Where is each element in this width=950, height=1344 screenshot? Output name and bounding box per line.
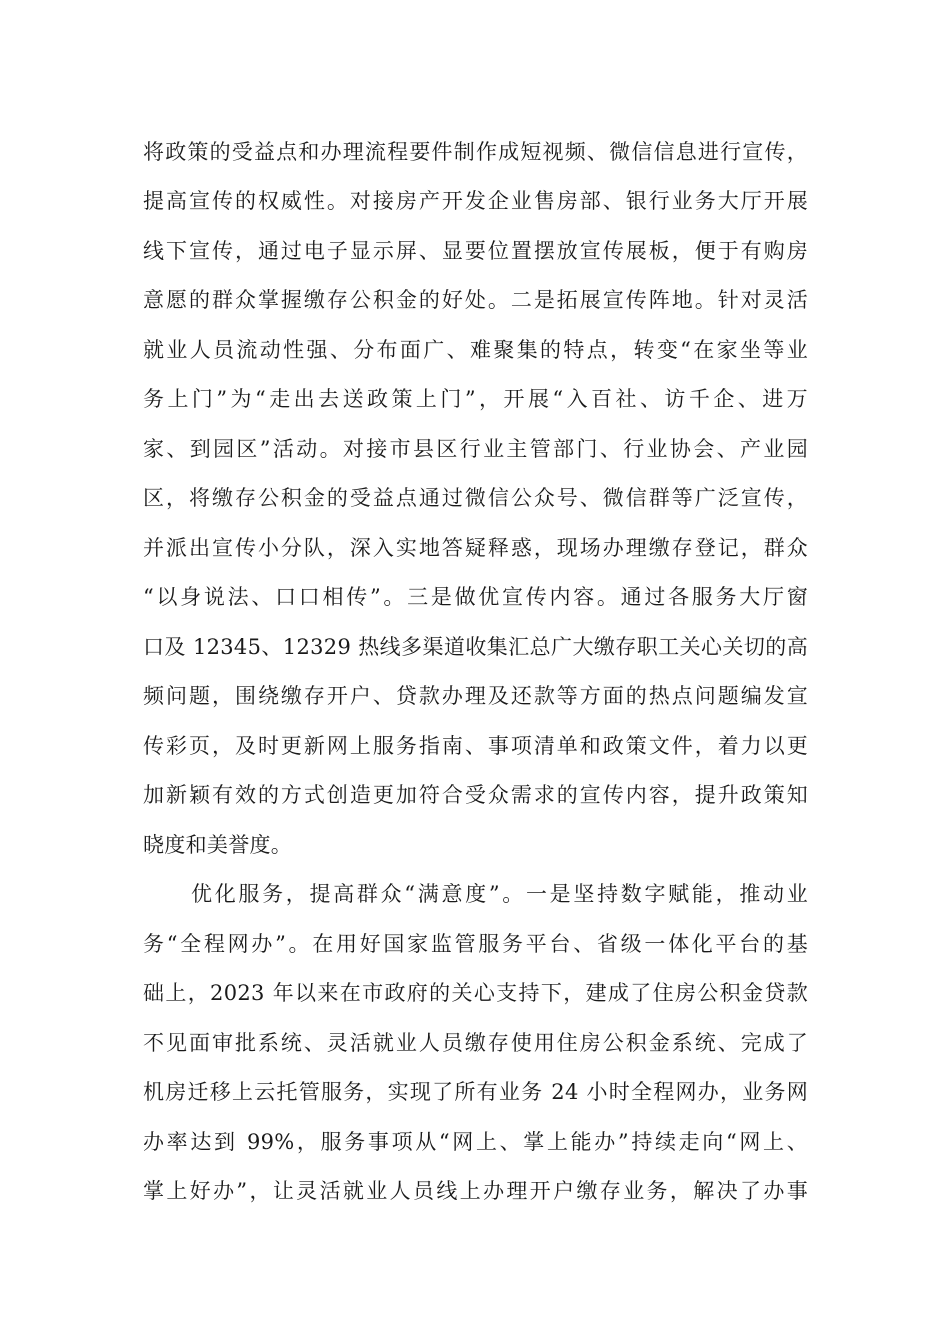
body-text-line: 线下宣传，通过电子显示屏、显要位置摆放宣传展板，便于有购房 (143, 239, 808, 263)
body-text-line: 将政策的受益点和办理流程要件制作成短视频、微信信息进行宣传， (143, 140, 808, 164)
body-text-line: 并派出宣传小分队，深入实地答疑释惑，现场办理缴存登记，群众 (143, 536, 808, 560)
body-text-line: 掌上好办”，让灵活就业人员线上办理开户缴存业务，解决了办事 (143, 1179, 808, 1203)
body-text-line: 家、到园区”活动。对接市县区行业主管部门、行业协会、产业园 (143, 437, 808, 461)
body-text-line: 加新颖有效的方式创造更加符合受众需求的宣传内容，提升政策知 (143, 783, 808, 807)
body-text-line: 口及 12345、12329 热线多渠道收集汇总广大缴存职工关心关切的高 (143, 635, 808, 659)
body-text-line: 频问题，围绕缴存开户、贷款办理及还款等方面的热点问题编发宣 (143, 684, 808, 708)
body-text-line: 意愿的群众掌握缴存公积金的好处。二是拓展宣传阵地。针对灵活 (143, 288, 808, 312)
body-text-line: 晓度和美誉度。 (143, 833, 293, 857)
body-text-line: 务上门”为“走出去送政策上门”，开展“入百社、访千企、进万 (143, 387, 808, 411)
body-text-line: 提高宣传的权威性。对接房产开发企业售房部、银行业务大厅开展 (143, 189, 808, 213)
body-text-line: 传彩页，及时更新网上服务指南、事项清单和政策文件，着力以更 (143, 734, 808, 758)
paragraph-first-line: 优化服务，提高群众“满意度”。一是坚持数字赋能，推动业 (191, 882, 808, 906)
body-text-line: “以身说法、口口相传”。三是做优宣传内容。通过各服务大厅窗 (143, 585, 808, 609)
body-text-line: 就业人员流动性强、分布面广、难聚集的特点，转变“在家坐等业 (143, 338, 808, 362)
body-text-line: 础上，2023 年以来在市政府的关心支持下，建成了住房公积金贷款 (143, 981, 808, 1005)
body-text-line: 机房迁移上云托管服务，实现了所有业务 24 小时全程网办，业务网 (143, 1080, 808, 1104)
body-text-line: 区，将缴存公积金的受益点通过微信公众号、微信群等广泛宣传， (143, 486, 808, 510)
body-text-line: 不见面审批系统、灵活就业人员缴存使用住房公积金系统、完成了 (143, 1031, 808, 1055)
body-text-line: 务“全程网办”。在用好国家监管服务平台、省级一体化平台的基 (143, 932, 808, 956)
body-text-line: 办率达到 99%，服务事项从“网上、掌上能办”持续走向“网上、 (143, 1130, 808, 1154)
